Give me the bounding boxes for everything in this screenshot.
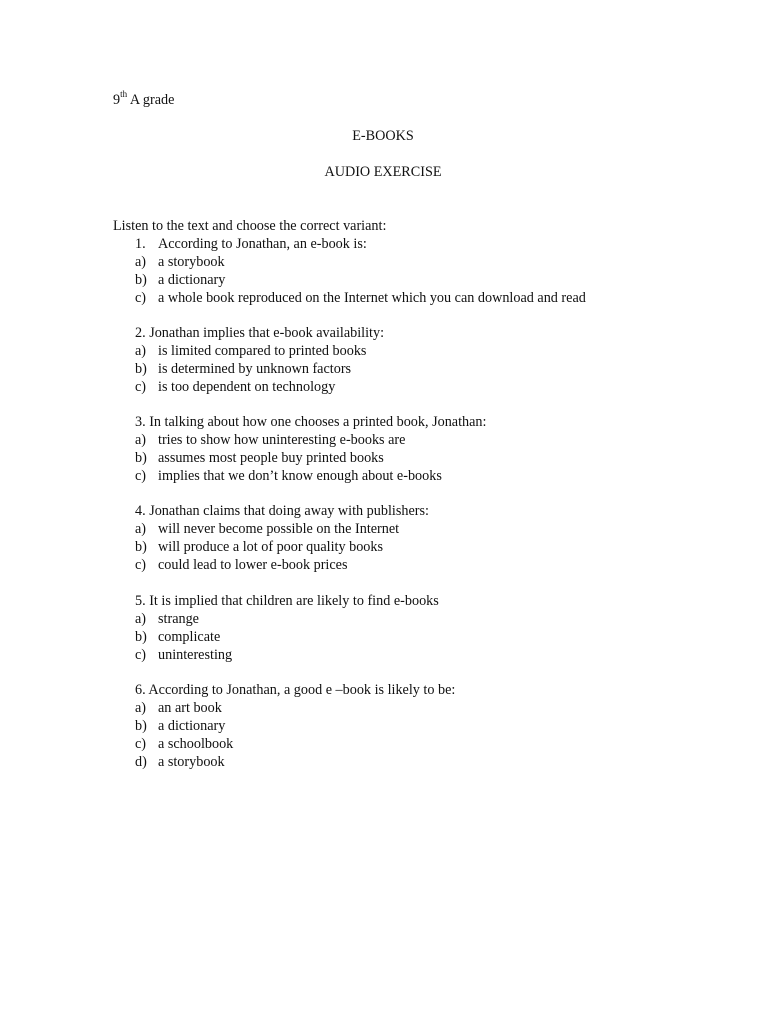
question-5: 5. It is implied that children are likely to find e-books [135, 593, 439, 609]
option [135, 611, 199, 629]
option [135, 700, 222, 718]
question-number: 1. [135, 236, 146, 252]
option-text: a storybook [158, 754, 225, 770]
option-text: implies that we don’t know enough about e-books [158, 468, 442, 484]
option [135, 557, 348, 575]
option-text: a storybook [158, 254, 225, 270]
option-letter: a) [135, 521, 147, 537]
grade-suffix: th [120, 89, 128, 100]
option-text: tries to show how uninteresting e-books are [158, 432, 406, 448]
option-text: a whole book reproduced on the Internet which you can download and read [158, 290, 586, 306]
option-letter: a) [135, 343, 147, 359]
grade-text: A grade [127, 92, 175, 108]
option-letter: c) [135, 647, 147, 663]
question-4: 4. Jonathan claims that doing away with publishers: [135, 503, 429, 519]
option-text: a dictionary [158, 718, 226, 734]
option-text: is too dependent on technology [158, 379, 336, 395]
option-text: strange [158, 611, 199, 627]
option-text: a dictionary [158, 272, 226, 288]
option-letter: c) [135, 290, 147, 306]
option [135, 754, 225, 772]
option [135, 432, 405, 450]
option-text: an art book [158, 700, 222, 716]
option-letter: a) [135, 254, 147, 270]
option [135, 629, 220, 647]
option-text: could lead to lower e-book prices [158, 557, 348, 573]
question-2: 2. Jonathan implies that e-book availability: [135, 325, 385, 341]
option-letter: b) [135, 629, 147, 645]
instructions: Listen to the text and choose the correct variant: [113, 218, 387, 234]
option [135, 379, 335, 397]
option-text: is determined by unknown factors [158, 361, 352, 377]
grade-number: 9 [113, 92, 121, 108]
option-letter: c) [135, 468, 147, 484]
option [135, 290, 586, 308]
option-letter: c) [135, 379, 147, 395]
grade-label [113, 89, 175, 110]
document-title: E-BOOKS [352, 128, 414, 144]
option-letter: a) [135, 700, 147, 716]
question-3: 3. In talking about how one chooses a printed book, Jonathan: [135, 414, 487, 430]
option [135, 718, 225, 736]
option-text: a schoolbook [158, 736, 234, 752]
option-letter: b) [135, 539, 147, 555]
option-text: will produce a lot of poor quality books [158, 539, 383, 555]
option [135, 521, 399, 539]
option-text: uninteresting [158, 647, 233, 663]
option [135, 736, 233, 754]
option-letter: b) [135, 361, 147, 377]
option [135, 343, 366, 361]
option [135, 361, 351, 379]
option [135, 254, 225, 272]
option [135, 468, 442, 486]
question-text: According to Jonathan, an e-book is: [158, 236, 367, 252]
option-letter: b) [135, 272, 147, 288]
option-letter: d) [135, 754, 147, 770]
option-text: will never become possible on the Internet [158, 521, 400, 537]
option-letter: a) [135, 611, 147, 627]
question-6: 6. According to Jonathan, a good e –book is likely to be: [135, 682, 456, 698]
option-letter: b) [135, 718, 147, 734]
question-1 [135, 236, 367, 254]
option-text: is limited compared to printed books [158, 343, 367, 359]
option [135, 539, 383, 557]
option-text: complicate [158, 629, 221, 645]
option-letter: c) [135, 736, 147, 752]
option [135, 647, 232, 665]
document-subtitle: AUDIO EXERCISE [324, 164, 442, 180]
option-letter: a) [135, 432, 147, 448]
option-letter: c) [135, 557, 147, 573]
option-letter: b) [135, 450, 147, 466]
option [135, 450, 384, 468]
option [135, 272, 225, 290]
option-text: assumes most people buy printed books [158, 450, 384, 466]
